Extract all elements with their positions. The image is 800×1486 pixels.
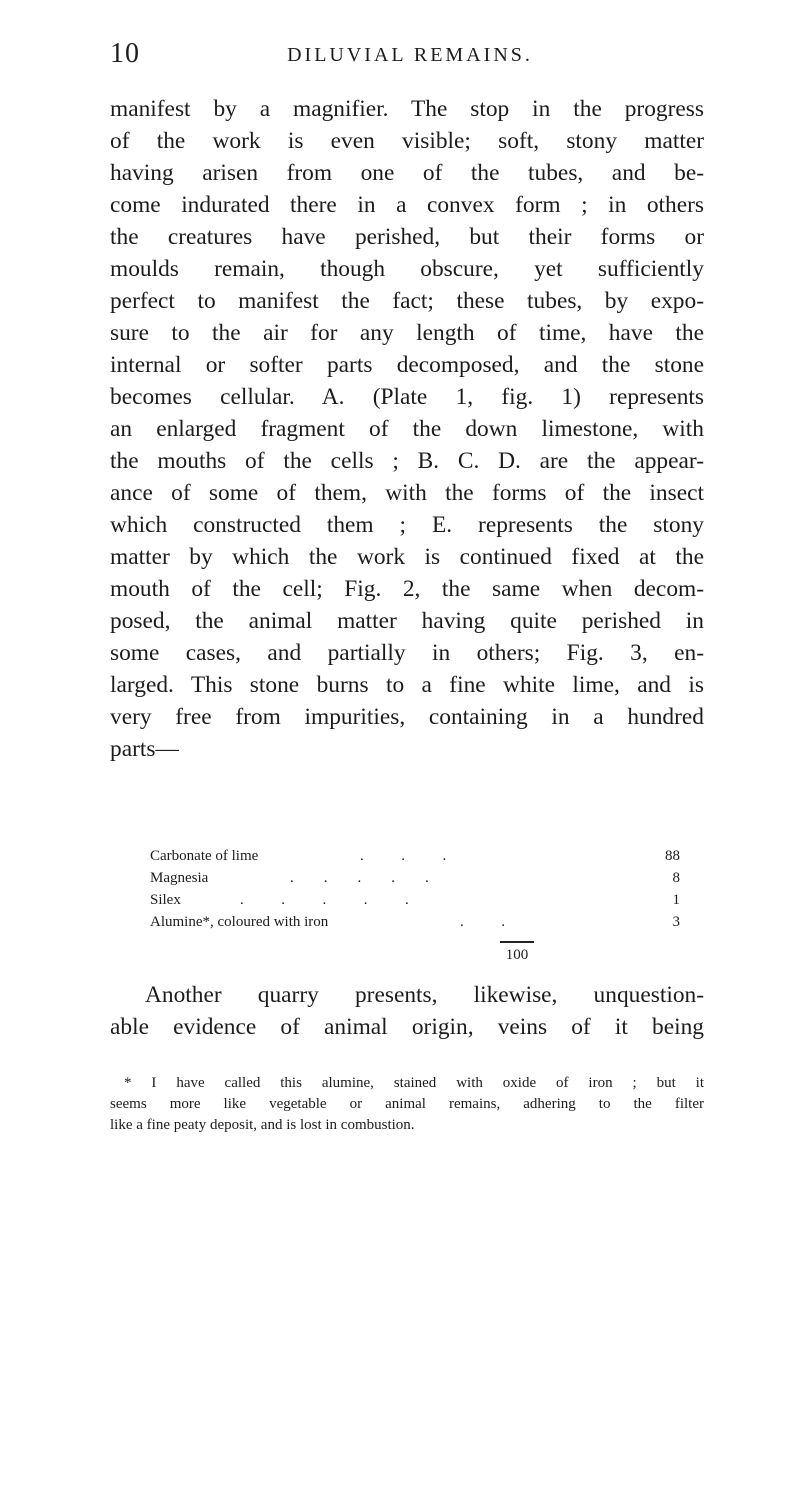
total-rule	[500, 941, 534, 943]
row-value: 1	[672, 892, 680, 908]
table-row	[150, 911, 680, 933]
text-line: perfect to manifest the fact; these tubes, by expo-	[110, 288, 704, 314]
text-line: internal or softer parts decomposed, and the stone	[110, 352, 704, 378]
text-line: parts—	[110, 736, 179, 762]
running-head: DILUVIAL REMAINS.	[287, 44, 533, 66]
leader-dots: . .	[460, 914, 505, 930]
composition-table	[150, 845, 680, 933]
text-line: able evidence of animal origin, veins of it being	[110, 1014, 704, 1040]
footnote-line: seems more like vegetable or animal remains, adhering to the filter	[110, 1096, 704, 1112]
leader-dots: . . . . .	[290, 870, 429, 886]
leader-dots: . . . . .	[240, 892, 409, 908]
text-line: the mouths of the cells ; B. C. D. are the appear-	[110, 448, 704, 474]
table-row	[150, 867, 680, 889]
table-row	[150, 845, 680, 867]
text-line: moulds remain, though obscure, yet sufficiently	[110, 256, 704, 282]
text-line: becomes cellular. A. (Plate 1, fig. 1) represents	[110, 384, 704, 410]
row-value: 3	[672, 914, 680, 930]
leader-dots: . . .	[360, 848, 447, 864]
footnote-line: * I have called this alumine, stained with oxide of iron ; but it	[124, 1075, 704, 1091]
text-line: sure to the air for any length of time, have the	[110, 320, 704, 346]
page-number: 10	[110, 38, 140, 69]
text-line: having arisen from one of the tubes, and be-	[110, 160, 704, 186]
row-label: Magnesia	[150, 870, 209, 886]
row-value: 8	[672, 870, 680, 886]
footnote-line: like a fine peaty deposit, and is lost in combustion.	[110, 1117, 415, 1133]
table-total: 100	[505, 947, 529, 963]
main-paragraph	[110, 93, 704, 765]
text-line: an enlarged fragment of the down limestone, with	[110, 416, 704, 442]
continuation-paragraph	[110, 979, 704, 1043]
row-label: Carbonate of lime	[150, 848, 259, 864]
text-line: very free from impurities, containing in a hundred	[110, 704, 704, 730]
text-line: some cases, and partially in others; Fig. 3, en-	[110, 640, 704, 666]
table-row	[150, 889, 680, 911]
text-line: larged. This stone burns to a fine white lime, and is	[110, 672, 704, 698]
text-line: mouth of the cell; Fig. 2, the same when decom-	[110, 576, 704, 602]
text-line: ance of some of them, with the forms of the insect	[110, 480, 704, 506]
text-line: the creatures have perished, but their forms or	[110, 224, 704, 250]
text-line: posed, the animal matter having quite perished in	[110, 608, 704, 634]
text-line: come indurated there in a convex form ; in others	[110, 192, 704, 218]
footnote	[110, 1073, 704, 1136]
text-line: Another quarry presents, likewise, unquestion-	[145, 982, 704, 1008]
row-label: Alumine*, coloured with iron	[150, 914, 329, 930]
row-value: 88	[665, 848, 680, 864]
text-line: which constructed them ; E. represents the stony	[110, 512, 704, 538]
row-label: Silex	[150, 892, 181, 908]
page-header	[110, 38, 710, 78]
text-line: matter by which the work is continued fixed at the	[110, 544, 704, 570]
text-line: manifest by a magnifier. The stop in the progress	[110, 96, 704, 122]
text-line: of the work is even visible; soft, stony matter	[110, 128, 704, 154]
